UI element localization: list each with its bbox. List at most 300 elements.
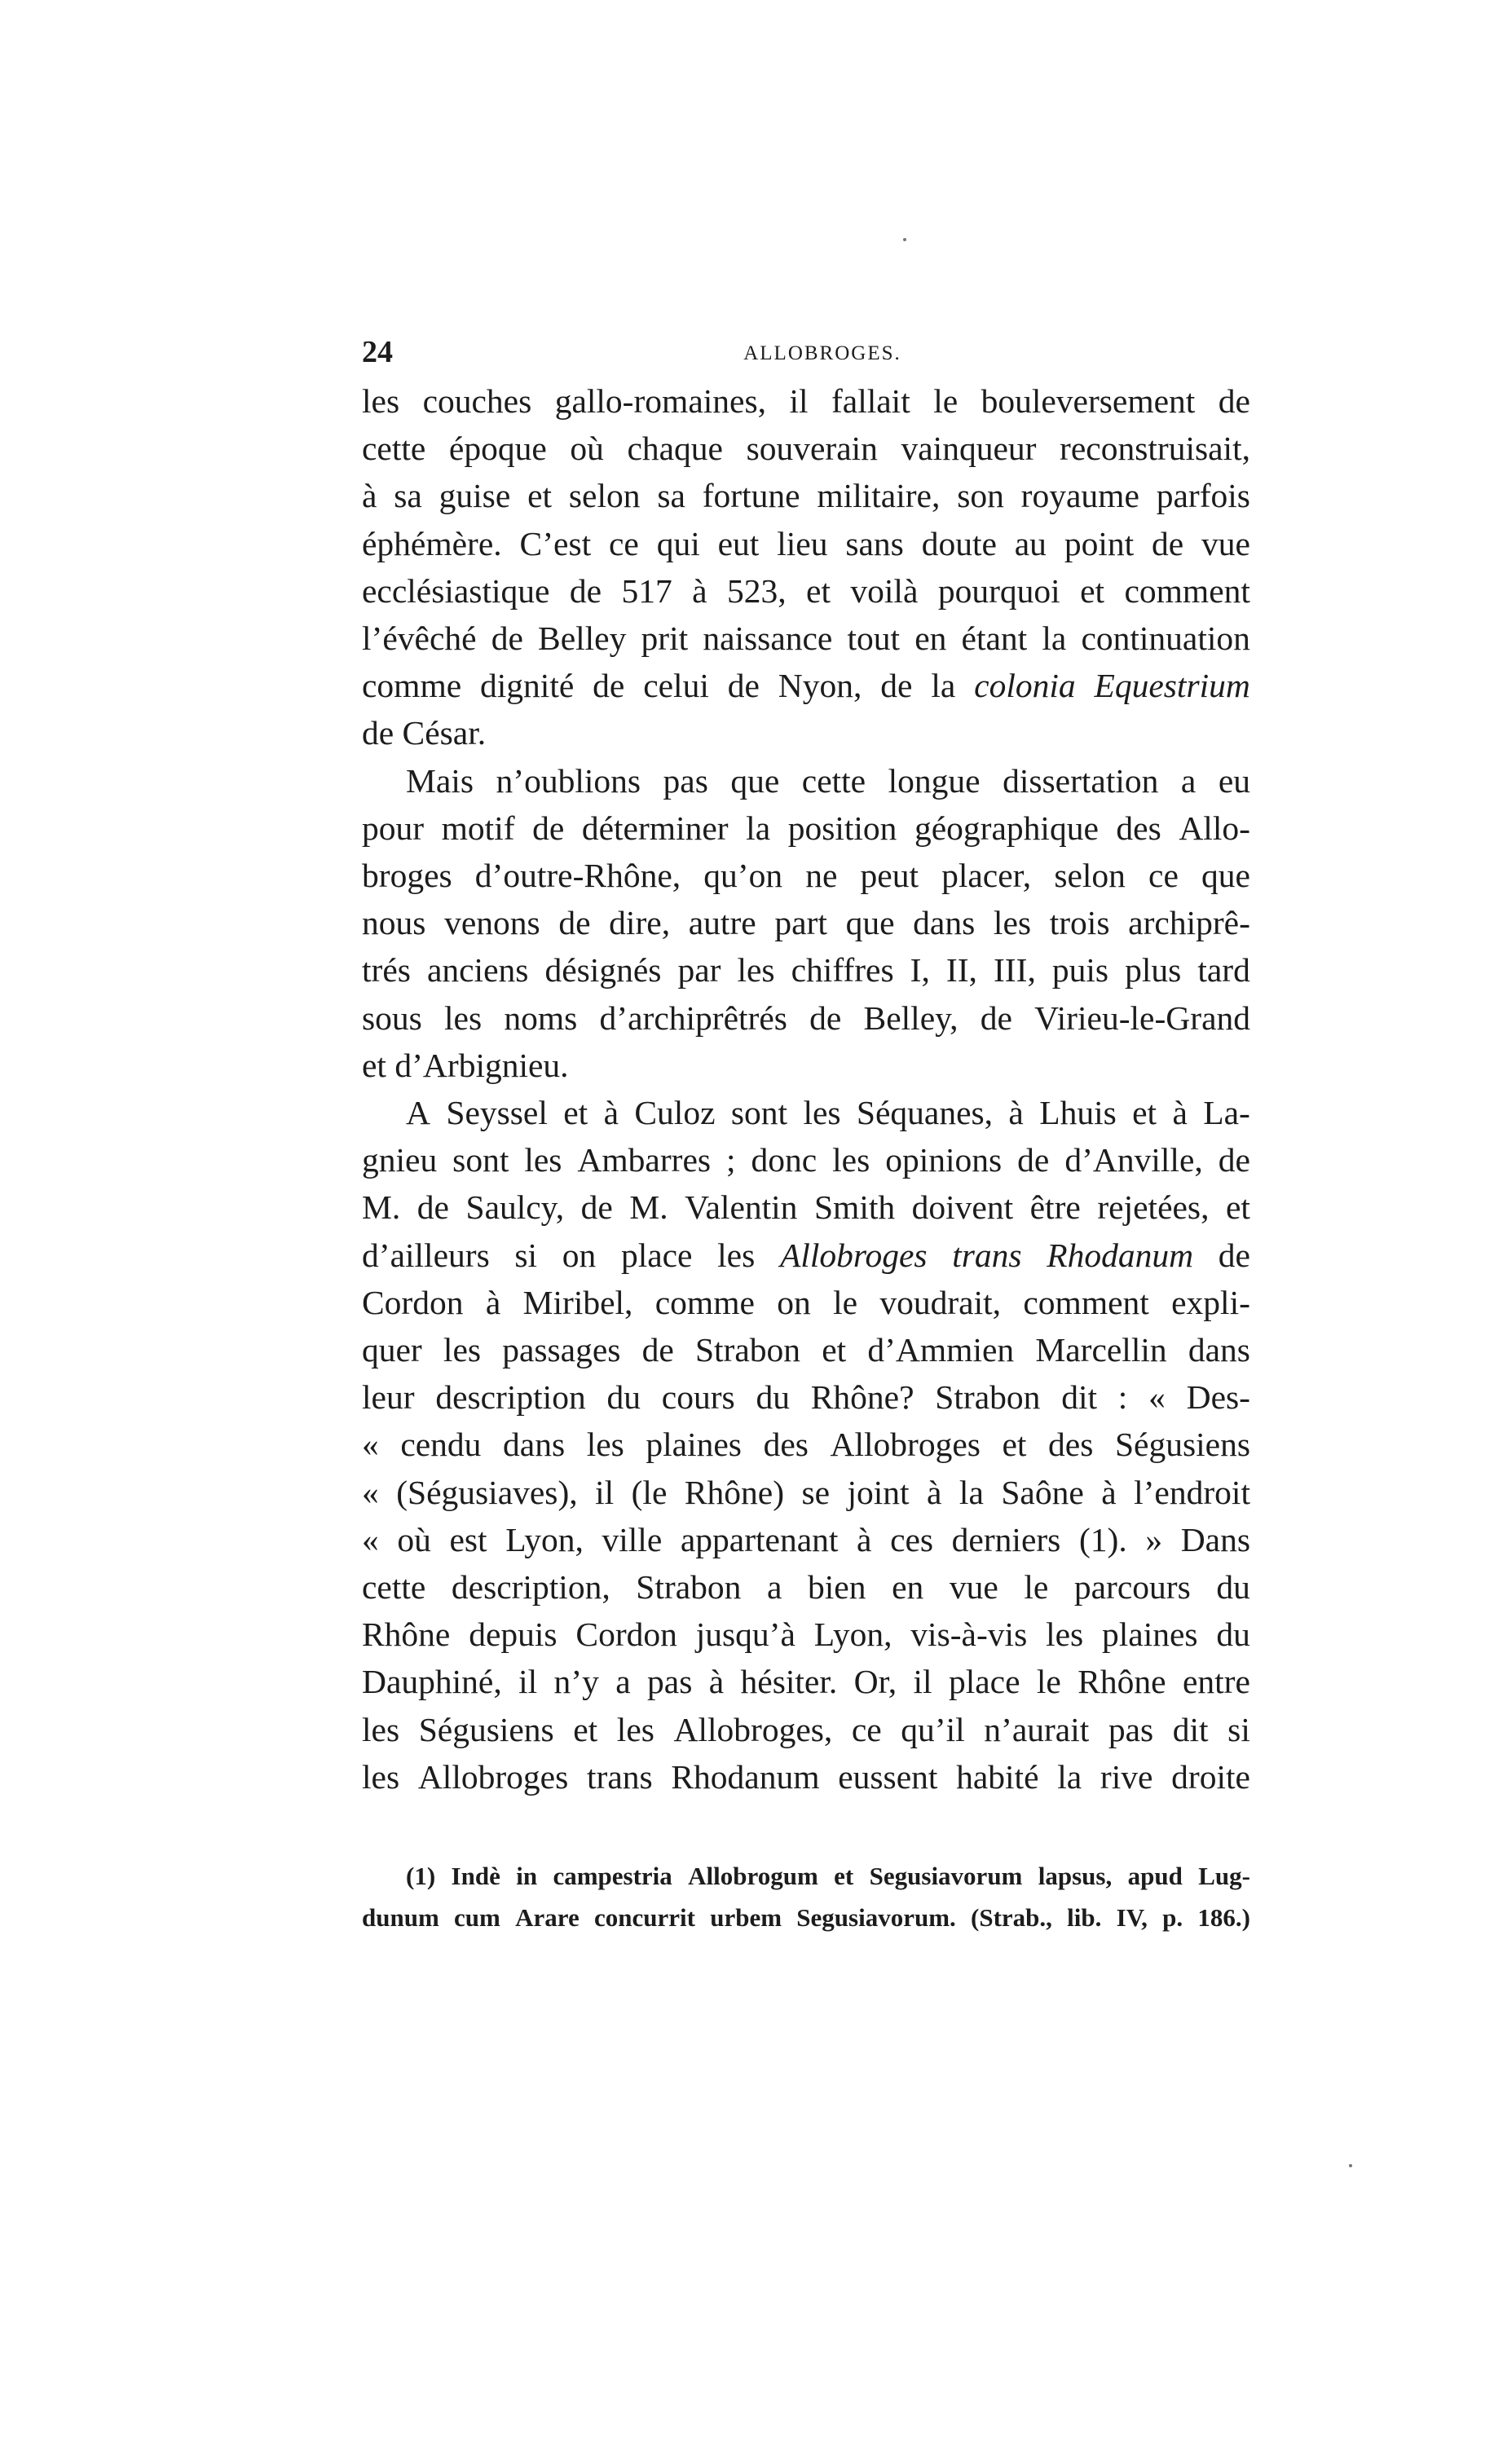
- word: être: [1029, 1188, 1081, 1227]
- word: rive: [1100, 1757, 1153, 1796]
- word: son: [957, 477, 1004, 515]
- word: couches: [422, 382, 532, 420]
- word: d’Anville,: [1064, 1141, 1203, 1179]
- word: et: [563, 1094, 588, 1132]
- italic-word: trans: [952, 1236, 1022, 1274]
- word: du: [606, 1378, 641, 1417]
- text-line: [362, 472, 1250, 519]
- word: sous: [362, 998, 422, 1037]
- word: à: [1172, 1094, 1188, 1132]
- word: »: [1145, 1520, 1163, 1558]
- word: concurrit: [593, 1903, 695, 1932]
- word: il: [595, 1473, 615, 1511]
- word: d’outre-Rhône,: [474, 857, 681, 895]
- word: où: [397, 1520, 431, 1558]
- word: description,: [451, 1568, 610, 1607]
- word: à: [603, 1094, 619, 1132]
- word: motif: [441, 809, 515, 847]
- word: fallait: [831, 382, 910, 420]
- word: dans: [1188, 1331, 1250, 1369]
- word: Rhône?: [810, 1378, 914, 1417]
- word: parcours: [1073, 1568, 1191, 1607]
- word: dire,: [609, 904, 671, 942]
- word: de: [727, 667, 760, 705]
- word: 523,: [726, 571, 787, 610]
- word: «: [362, 1473, 379, 1511]
- word: n’y: [553, 1663, 599, 1701]
- text-line: [362, 757, 1250, 804]
- speck-mark: [1349, 2164, 1352, 2167]
- word: Des-: [1186, 1378, 1250, 1417]
- word: (1): [406, 1862, 436, 1890]
- word: lib.: [1067, 1903, 1102, 1932]
- word: Seyssel: [446, 1094, 548, 1132]
- word: cette: [801, 761, 866, 800]
- word: les: [443, 1331, 482, 1369]
- word: ces: [890, 1520, 934, 1558]
- word: Strabon: [636, 1568, 742, 1607]
- word: de: [1152, 524, 1184, 562]
- word: chaque: [627, 430, 723, 468]
- word: dunum: [362, 1903, 439, 1932]
- word: le: [1036, 1663, 1061, 1701]
- text-line: [362, 1421, 1250, 1468]
- word: de: [1017, 1141, 1050, 1179]
- word: Nyon,: [778, 667, 862, 705]
- word: continuation: [1081, 619, 1250, 658]
- footnote-line: [362, 1897, 1250, 1938]
- word: comme: [654, 1283, 755, 1321]
- word: doivent: [911, 1188, 1014, 1227]
- word: et: [806, 571, 831, 610]
- word: broges: [362, 857, 452, 895]
- text-line: [362, 1469, 1250, 1516]
- word: cum: [454, 1903, 500, 1932]
- text-line: [362, 615, 1250, 662]
- word: de: [580, 1188, 613, 1227]
- word: archiprê-: [1128, 904, 1250, 942]
- text-line: [362, 709, 1250, 756]
- word: voudrait,: [879, 1283, 1002, 1321]
- word: les: [362, 1710, 400, 1748]
- word: hésiter.: [740, 1663, 838, 1701]
- word: Segusiavorum.: [796, 1903, 956, 1932]
- word: ce: [851, 1710, 882, 1748]
- word: d’Ammien: [867, 1331, 1015, 1369]
- text-line: [362, 1232, 1250, 1279]
- word: depuis: [469, 1615, 557, 1654]
- word: eussent: [838, 1757, 938, 1796]
- text-line: [362, 1184, 1250, 1231]
- body-text: [362, 377, 1250, 1801]
- word: autre: [688, 904, 756, 942]
- word: dissertation: [1003, 761, 1159, 800]
- word: d’Arbignieu.: [394, 1046, 569, 1084]
- word: tout: [847, 619, 901, 658]
- word: Mais: [406, 761, 474, 800]
- word: ville: [602, 1520, 663, 1558]
- text-line: [362, 852, 1250, 899]
- word: Arare: [515, 1903, 580, 1932]
- word: il: [518, 1663, 538, 1701]
- word: entre: [1182, 1663, 1250, 1701]
- text-line: [362, 662, 1250, 709]
- word: dignité: [480, 667, 575, 705]
- word: 517: [621, 571, 672, 610]
- word: de: [569, 571, 602, 610]
- word: en: [914, 619, 947, 658]
- word: vainqueur: [901, 430, 1037, 468]
- word: passages: [502, 1331, 621, 1369]
- word: à: [485, 1283, 501, 1321]
- word: M.: [629, 1188, 668, 1227]
- word: comme: [362, 667, 462, 705]
- word: M.: [362, 1188, 401, 1227]
- word: est: [449, 1520, 487, 1558]
- word: bouleversement: [981, 382, 1196, 420]
- word: gnieu: [362, 1141, 438, 1179]
- word: les: [524, 1141, 562, 1179]
- text-line: [362, 1563, 1250, 1611]
- word: rejetées,: [1097, 1188, 1210, 1227]
- word: de: [362, 714, 394, 752]
- word: expli-: [1171, 1283, 1250, 1321]
- word: Rhodanum: [671, 1757, 820, 1796]
- text-line: [362, 899, 1250, 946]
- text-line: [362, 1706, 1250, 1753]
- word: Dauphiné,: [362, 1663, 502, 1701]
- word: urbem: [710, 1903, 782, 1932]
- word: qu’il: [901, 1710, 965, 1748]
- text-line: [362, 1373, 1250, 1421]
- italic-word: Rhodanum: [1047, 1236, 1194, 1274]
- word: la: [746, 809, 771, 847]
- word: désignés: [544, 951, 662, 990]
- word: de: [1218, 382, 1250, 420]
- word: trois: [1049, 904, 1110, 942]
- word: et: [573, 1710, 598, 1748]
- word: les: [1046, 1615, 1084, 1654]
- word: sa: [657, 477, 685, 515]
- word: la: [1057, 1757, 1082, 1796]
- word: et: [1225, 1188, 1250, 1227]
- word: a: [615, 1663, 631, 1701]
- word: des: [1048, 1426, 1094, 1464]
- word: que: [845, 904, 895, 942]
- word: par: [677, 951, 721, 990]
- word: Strabon: [935, 1378, 1041, 1417]
- page-header: [362, 328, 1258, 377]
- word: A: [406, 1094, 430, 1132]
- word: et: [1080, 571, 1105, 610]
- word: déterminer: [581, 809, 729, 847]
- word: l’endroit: [1134, 1473, 1250, 1511]
- word: les: [362, 382, 400, 420]
- word: à: [927, 1473, 942, 1511]
- word: Cordon: [575, 1615, 677, 1654]
- word: d’ailleurs: [362, 1236, 490, 1274]
- word: les: [803, 1094, 841, 1132]
- word: «: [1148, 1378, 1166, 1417]
- word: dit: [1172, 1710, 1209, 1748]
- text-line: [362, 994, 1250, 1042]
- word: étant: [961, 619, 1028, 658]
- word: Rhône): [684, 1473, 785, 1511]
- word: souverain: [746, 430, 878, 468]
- word: eut: [717, 524, 760, 562]
- word: et: [1002, 1426, 1027, 1464]
- word: plus: [1125, 951, 1182, 990]
- word: le: [1024, 1568, 1049, 1607]
- word: les: [717, 1236, 756, 1274]
- word: Dans: [1180, 1520, 1250, 1558]
- word: ne: [805, 857, 838, 895]
- word: comment: [1124, 571, 1250, 610]
- running-head: ALLOBROGES.: [743, 342, 901, 364]
- word: p.: [1162, 1903, 1183, 1932]
- word: place: [620, 1236, 693, 1274]
- word: habité: [956, 1757, 1039, 1796]
- word: Miribel,: [522, 1283, 633, 1321]
- word: prit: [641, 619, 689, 658]
- word: de: [1218, 1141, 1250, 1179]
- word: on: [562, 1236, 597, 1274]
- word: vue: [949, 1568, 998, 1607]
- text-line: [362, 567, 1250, 615]
- word: il: [913, 1663, 932, 1701]
- word: en: [892, 1568, 924, 1607]
- word: pas: [663, 761, 708, 800]
- word: Marcellin: [1035, 1331, 1167, 1369]
- word: Allobrogum: [688, 1862, 818, 1890]
- word: «: [362, 1426, 379, 1464]
- word: IV,: [1116, 1903, 1148, 1932]
- word: cette: [362, 1568, 426, 1607]
- word: époque: [448, 430, 547, 468]
- word: Allobroges: [830, 1426, 981, 1464]
- word: à: [1008, 1094, 1024, 1132]
- word: César.: [402, 714, 487, 752]
- word: (Ségusiaves),: [396, 1473, 578, 1511]
- word: C’est: [519, 524, 592, 562]
- word: Rhône: [1078, 1663, 1166, 1701]
- word: cendu: [400, 1426, 482, 1464]
- text-line: [362, 804, 1250, 852]
- footnotes: [362, 1855, 1250, 1938]
- word: Ambarres: [577, 1141, 712, 1179]
- word: de: [593, 667, 625, 705]
- word: vue: [1201, 524, 1250, 562]
- word: quer: [362, 1331, 422, 1369]
- word: Ségusiens: [418, 1710, 554, 1748]
- word: chiffres: [791, 951, 894, 990]
- word: voilà: [850, 571, 919, 610]
- word: que: [730, 761, 780, 800]
- word: Or,: [853, 1663, 897, 1701]
- word: Smith: [813, 1188, 896, 1227]
- word: géographique: [914, 809, 1099, 847]
- word: placer,: [941, 857, 1032, 895]
- word: gallo-romaines,: [554, 382, 766, 420]
- word: et: [527, 477, 553, 515]
- word: ce: [609, 524, 639, 562]
- word: Belley: [538, 619, 627, 658]
- word: ;: [726, 1141, 736, 1179]
- word: place: [948, 1663, 1020, 1701]
- word: l’évêché: [362, 619, 477, 658]
- text-line: [362, 946, 1250, 994]
- word: :: [1117, 1378, 1128, 1417]
- word: Lyon,: [813, 1615, 892, 1654]
- word: La-: [1203, 1094, 1250, 1132]
- word: Lyon,: [505, 1520, 584, 1558]
- word: où: [570, 430, 604, 468]
- word: I,: [910, 951, 930, 990]
- word: fortune: [702, 477, 800, 515]
- word: apud: [1127, 1862, 1183, 1890]
- word: les: [616, 1710, 654, 1748]
- word: Lhuis: [1039, 1094, 1117, 1132]
- word: venons: [444, 904, 540, 942]
- word: (1).: [1078, 1520, 1127, 1558]
- word: les: [993, 904, 1032, 942]
- text-line: [362, 1326, 1250, 1373]
- word: que: [1201, 857, 1250, 895]
- word: tard: [1197, 951, 1250, 990]
- word: opinions: [885, 1141, 1003, 1179]
- word: se: [801, 1473, 831, 1511]
- word: puis: [1051, 951, 1109, 990]
- word: Valentin: [685, 1188, 798, 1227]
- word: Virieu-le-Grand: [1034, 998, 1250, 1037]
- word: Strabon: [694, 1331, 801, 1369]
- text-line: [362, 1658, 1250, 1705]
- word: les: [444, 998, 483, 1037]
- word: de: [880, 667, 913, 705]
- word: part: [774, 904, 827, 942]
- word: anciens: [426, 951, 529, 990]
- text-line: [362, 377, 1250, 425]
- word: à: [362, 477, 377, 515]
- word: peut: [860, 857, 919, 895]
- word: les: [586, 1426, 624, 1464]
- word: et: [834, 1862, 854, 1890]
- word: (Strab.,: [971, 1903, 1052, 1932]
- word: II,: [945, 951, 977, 990]
- word: derniers: [951, 1520, 1061, 1558]
- word: qui: [656, 524, 700, 562]
- word: n’oublions: [496, 761, 641, 800]
- word: à: [692, 571, 707, 610]
- text-line: [362, 1089, 1250, 1136]
- word: pas: [1108, 1710, 1154, 1748]
- word: Rhône: [362, 1615, 451, 1654]
- word: et: [822, 1331, 847, 1369]
- word: Allobroges,: [673, 1710, 833, 1748]
- word: «: [362, 1520, 379, 1558]
- word: si: [514, 1236, 538, 1274]
- word: Ségusiens: [1114, 1426, 1250, 1464]
- word: a: [767, 1568, 782, 1607]
- word: des: [763, 1426, 809, 1464]
- word: à: [708, 1663, 725, 1701]
- word: du: [1216, 1568, 1250, 1607]
- word: Belley,: [863, 998, 959, 1037]
- word: dans: [913, 904, 976, 942]
- word: pourquoi: [937, 571, 1060, 610]
- word: Saône: [1001, 1473, 1084, 1511]
- word: Indè: [451, 1862, 500, 1890]
- word: nous: [362, 904, 426, 942]
- word: bien: [808, 1568, 866, 1607]
- word: droite: [1171, 1757, 1250, 1796]
- footnote-line: [362, 1855, 1250, 1897]
- word: d’archiprêtrés: [599, 998, 787, 1037]
- word: éphémère.: [362, 524, 502, 562]
- word: militaire,: [817, 477, 941, 515]
- word: de: [558, 904, 591, 942]
- word: plaines: [646, 1426, 742, 1464]
- text-line: [362, 1611, 1250, 1658]
- word: sans: [845, 524, 904, 562]
- text-line: [362, 520, 1250, 567]
- word: guise: [439, 477, 511, 515]
- word: le: [933, 382, 959, 420]
- word: Segusiavorum: [869, 1862, 1023, 1890]
- word: jusqu’à: [695, 1615, 795, 1654]
- word: (le: [631, 1473, 668, 1511]
- word: Culoz: [634, 1094, 716, 1132]
- word: parfois: [1156, 477, 1250, 515]
- word: cours: [661, 1378, 735, 1417]
- word: Allobroges: [417, 1757, 569, 1796]
- word: à: [1101, 1473, 1117, 1511]
- word: Saulcy,: [465, 1188, 565, 1227]
- word: les: [362, 1757, 400, 1796]
- word: de: [416, 1188, 449, 1227]
- word: in: [516, 1862, 538, 1890]
- word: III,: [993, 951, 1036, 990]
- word: longue: [888, 761, 981, 800]
- word: au: [1014, 524, 1047, 562]
- word: on: [777, 1283, 811, 1321]
- word: et: [1132, 1094, 1157, 1132]
- text-line: [362, 1279, 1250, 1326]
- word: appartenant: [680, 1520, 839, 1558]
- word: pas: [647, 1663, 693, 1701]
- word: Allo-: [1179, 809, 1250, 847]
- word: sont: [452, 1141, 509, 1179]
- word: qu’on: [703, 857, 783, 895]
- word: naissance: [703, 619, 833, 658]
- word: de: [809, 998, 842, 1037]
- word: royaume: [1020, 477, 1139, 515]
- word: dans: [503, 1426, 566, 1464]
- word: dit: [1061, 1378, 1097, 1417]
- word: pour: [362, 809, 425, 847]
- word: Cordon: [362, 1283, 464, 1321]
- word: trés: [362, 951, 411, 990]
- italic-word: Allobroges: [779, 1236, 928, 1274]
- word: de: [532, 809, 565, 847]
- word: la: [1042, 619, 1067, 658]
- word: des: [1116, 809, 1161, 847]
- word: campestria: [553, 1862, 672, 1890]
- word: de: [641, 1331, 674, 1369]
- word: du: [1216, 1615, 1250, 1654]
- word: celui: [643, 667, 709, 705]
- word: lieu: [777, 524, 828, 562]
